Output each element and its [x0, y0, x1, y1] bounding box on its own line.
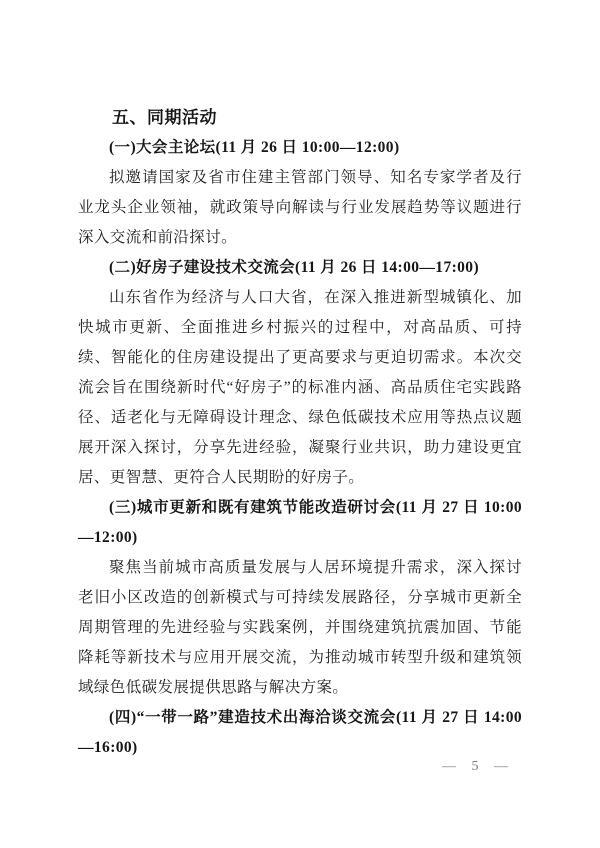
section-heading: (一)大会主论坛(11 月 26 日 10:00—12:00) [109, 139, 400, 156]
section-heading: (四)“一带一路”建造技术出海洽谈交流会(11 月 27 日 14:00—16:00) [78, 709, 522, 756]
section-paragraph: 聚焦当前城市高质量发展与人居环境提升需求，深入探讨老旧小区改造的创新模式与可持续发展路径，分享城市更新全周期管理的先进经验与实践案例，并围绕建筑抗震加固、节能降耗等新技术与应用开展交流，为推动城市转型升级和建筑领域绿色低碳发展提供思路与解决方案。 [78, 559, 522, 696]
section-paragraph: 拟邀请国家及省市住建主管部门领导、知名专家学者及行业龙头企业领袖，就政策导向解读与行业发展趋势等议题进行深入交流和前沿探讨。 [78, 169, 522, 246]
section-heading: (三)城市更新和既有建筑节能改造研讨会(11 月 27 日 10:00—12:00) [78, 499, 522, 546]
section-urban-renewal [78, 493, 522, 703]
page-number: — 5 — [442, 759, 514, 774]
section-heading: (二)好房子建设技术交流会(11 月 26 日 14:00—17:00) [109, 259, 480, 276]
page-title: 五、同期活动 [112, 108, 217, 127]
section-belt-and-road [78, 703, 522, 763]
document-content [78, 103, 522, 763]
section-forum [78, 133, 522, 253]
section-paragraph: 山东省作为经济与人口大省，在深入推进新型城镇化、加快城市更新、全面推进乡村振兴的过程中，对高品质、可持续、智能化的住房建设提出了更高要求与更迫切需求。本次交流会旨在围绕新时代“好房子”的标准内涵、高品质住宅实践路径、适老化与无障碍设计理念、绿色低碳技术应用等热点议题展开深入探讨，分享先进经验，凝聚行业共识，助力建设更宜居、更智慧、更符合人民期盼的好房子。 [78, 289, 522, 486]
section-housing-exchange [78, 253, 522, 493]
